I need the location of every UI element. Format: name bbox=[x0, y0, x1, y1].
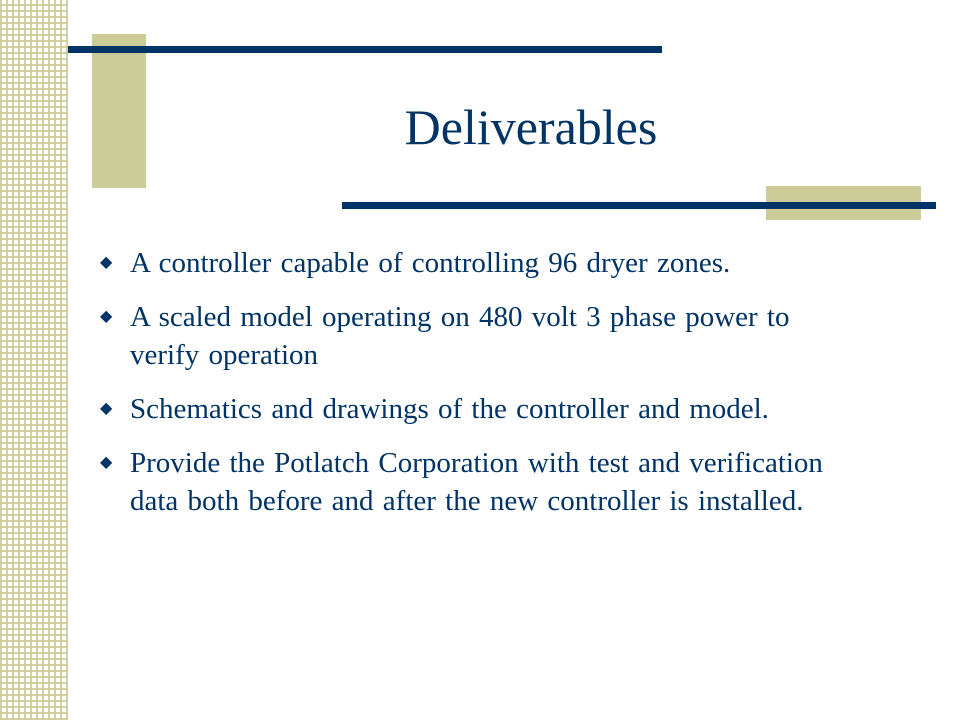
bullet-text: A scaled model operating on 480 volt 3 phase power to verify operation bbox=[130, 301, 790, 371]
bullet-text: A controller capable of controlling 96 dryer zones. bbox=[130, 247, 731, 279]
bullet-text: Provide the Potlatch Corporation with test and verification data both before and after the new controller is installed. bbox=[130, 447, 823, 517]
slide-title: Deliverables bbox=[404, 99, 658, 155]
left-striped-band bbox=[0, 0, 68, 720]
diamond-bullet-icon: ◆ bbox=[100, 400, 113, 417]
title-vertical-block bbox=[92, 34, 146, 188]
diamond-bullet-icon: ◆ bbox=[100, 308, 113, 325]
bullet-item bbox=[100, 298, 830, 374]
bullet-item bbox=[100, 244, 830, 282]
bullet-item bbox=[100, 444, 830, 520]
bullet-item bbox=[100, 390, 830, 428]
bullet-text: Schematics and drawings of the controller and model. bbox=[130, 393, 769, 425]
title-top-rule bbox=[68, 46, 662, 53]
title-bottom-rule bbox=[342, 202, 936, 209]
bullet-list bbox=[100, 244, 830, 536]
diamond-bullet-icon: ◆ bbox=[100, 454, 113, 471]
diamond-bullet-icon: ◆ bbox=[100, 254, 113, 271]
